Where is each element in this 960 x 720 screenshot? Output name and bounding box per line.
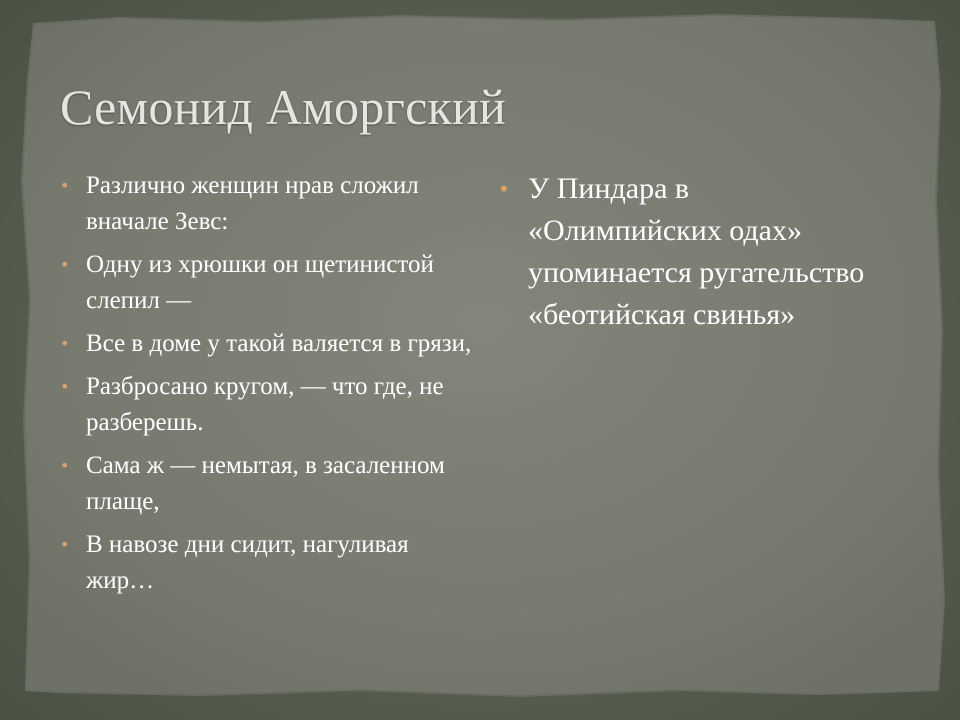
bullet-dot-icon: •	[60, 176, 70, 195]
list-item	[60, 247, 480, 319]
list-item-text: Разбросано кругом, — что где, не разберешь.	[86, 373, 444, 436]
list-item	[60, 369, 480, 441]
bullet-dot-icon: •	[498, 177, 510, 201]
bullet-dot-icon: •	[60, 535, 70, 554]
list-item	[60, 448, 480, 520]
list-item-text: Сама ж — немытая, в засаленном плаще,	[86, 452, 445, 515]
list-item-text: Одну из хрюшки он щетинистой слепил —	[86, 251, 434, 314]
list-item	[60, 168, 480, 240]
right-bullet-list	[498, 168, 878, 336]
list-item-text: В навозе дни сидит, нагуливая жир…	[86, 531, 409, 594]
bullet-dot-icon: •	[60, 456, 70, 475]
list-item-text: У Пиндара в «Олимпийских одах» упоминается ругательство «беотийская свинья»	[528, 172, 865, 331]
bullet-dot-icon: •	[60, 255, 70, 274]
list-item	[60, 527, 480, 599]
bullet-dot-icon: •	[60, 377, 70, 396]
list-item-text: Все в доме у такой валяется в грязи,	[86, 330, 472, 357]
list-item	[498, 168, 878, 336]
left-bullet-list	[60, 168, 480, 606]
list-item	[60, 326, 480, 362]
slide-title: Семонид Аморгский	[60, 79, 506, 135]
bullet-dot-icon: •	[60, 334, 70, 353]
list-item-text: Различно женщин нрав сложил вначале Зевс:	[86, 172, 419, 235]
